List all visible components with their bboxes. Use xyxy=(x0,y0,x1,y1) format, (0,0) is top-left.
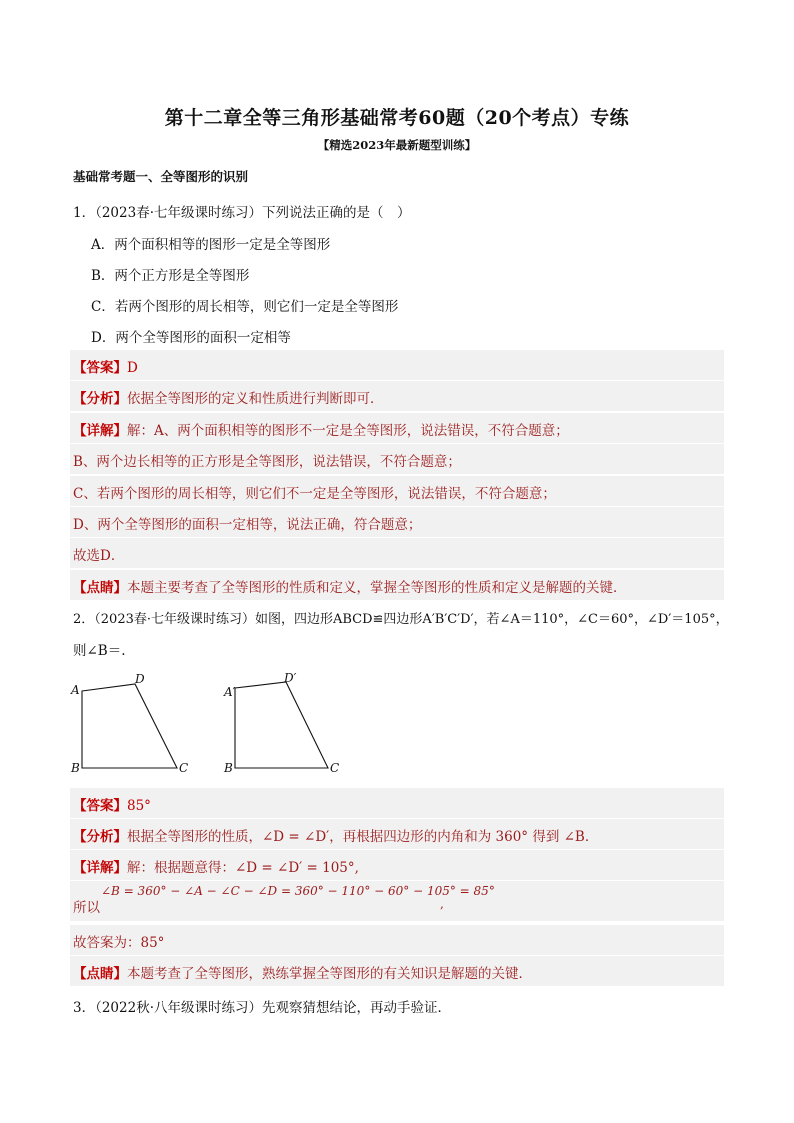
analysis-tag: 【分析】 xyxy=(73,829,127,845)
question-2-stem-cont: 则∠B＝. xyxy=(73,643,126,659)
q2-formula-row xyxy=(70,881,724,921)
answer-value: 85° xyxy=(127,798,151,814)
analysis-text: 根据全等图形的性质，∠D = ∠D′，再根据四边形的内角和为 360° 得到 ∠B． xyxy=(127,829,599,845)
q1-detail-row xyxy=(70,476,724,506)
q1-detail-row xyxy=(70,538,724,568)
label-c-prime: C xyxy=(330,761,340,775)
q1-detail-row xyxy=(70,507,724,537)
label-a-prime: A′ xyxy=(224,685,236,699)
question-1-option-a: A．两个面积相等的图形一定是全等图形 xyxy=(91,237,331,253)
comment-tag: 【点睛】 xyxy=(73,966,127,982)
q2-conclusion-row xyxy=(70,925,724,955)
label-d: D xyxy=(135,672,145,686)
section-heading: 基础常考题一、全等图形的识别 xyxy=(73,169,249,184)
so-prefix: 所以 xyxy=(73,900,100,916)
q2-analysis-row xyxy=(70,819,724,849)
question-1-option-b: B．两个正方形是全等图形 xyxy=(91,268,250,284)
label-a: A xyxy=(71,683,80,697)
q2-detail-row xyxy=(70,850,724,880)
formula: ∠B = 360° − ∠A − ∠C − ∠D = 360° − 110° − 60° − 105° = 85° xyxy=(101,884,495,898)
conclusion-text: 故答案为：85° xyxy=(73,935,165,951)
detail-tag: 【详解】 xyxy=(73,423,127,439)
formula-end: , xyxy=(440,897,444,911)
analysis-text: 依据全等图形的定义和性质进行判断即可． xyxy=(127,391,384,407)
question-3-stem: 3．（2022秋·八年级课时练习）先观察猜想结论，再动手验证． xyxy=(73,1000,451,1016)
question-1-option-c: C．若两个图形的周长相等，则它们一定是全等图形 xyxy=(91,299,399,315)
answer-tag: 【答案】 xyxy=(73,798,127,814)
comment-text: 本题考查了全等图形，熟练掌握全等图形的有关知识是解题的关键． xyxy=(127,966,532,982)
label-c: C xyxy=(179,761,189,775)
q1-answer-row xyxy=(70,350,724,380)
q2-answer-row xyxy=(70,788,724,818)
quadrilateral-abcd xyxy=(82,684,177,768)
label-b-prime: B xyxy=(224,761,233,775)
question-2-stem: 2．（2023春·七年级课时练习）如图，四边形ABCD≌四边形A′B′C′D′，若∠A＝110°，∠C＝60°，∠D′＝105°， xyxy=(73,612,729,627)
q1-detail-row xyxy=(70,444,724,474)
q1-detail-row xyxy=(70,413,724,443)
detail-text: 解：根据题意得：∠D = ∠D′ = 105°, xyxy=(127,860,359,876)
detail-line: C、若两个图形的周长相等，则它们不一定是全等图形，说法错误，不符合题意； xyxy=(73,486,556,502)
question-1-option-d: D．两个全等图形的面积一定相等 xyxy=(91,330,291,346)
analysis-tag: 【分析】 xyxy=(73,391,127,407)
q1-comment-row xyxy=(70,570,724,600)
quadrilateral-abcd-prime xyxy=(235,682,328,768)
detail-tag: 【详解】 xyxy=(73,860,127,876)
detail-line: 故选D． xyxy=(73,548,125,564)
label-b: B xyxy=(71,761,80,775)
comment-tag: 【点睛】 xyxy=(73,580,127,596)
quadrilateral-figure xyxy=(60,668,360,783)
q1-analysis-row xyxy=(70,381,724,411)
label-d-prime: D′ xyxy=(284,671,297,685)
detail-line: B、两个边长相等的正方形是全等图形，说法错误，不符合题意； xyxy=(73,454,461,470)
detail-line: D、两个全等图形的面积一定相等，说法正确，符合题意； xyxy=(73,517,422,533)
comment-text: 本题主要考查了全等图形的性质和定义，掌握全等图形的性质和定义是解题的关键． xyxy=(127,580,627,596)
question-1-stem: 1．（2023春·七年级课时练习）下列说法正确的是（ ） xyxy=(73,205,411,221)
q2-comment-row xyxy=(70,956,724,986)
page-title: 第十二章全等三角形基础常考60题（20个考点）专练 xyxy=(164,107,630,129)
answer-tag: 【答案】 xyxy=(73,360,127,376)
page-subtitle: 【精选2023年最新题型训练】 xyxy=(317,138,477,152)
detail-line: 解：A、两个面积相等的图形不一定是全等图形，说法错误，不符合题意； xyxy=(127,423,569,439)
answer-value: D xyxy=(127,360,138,376)
